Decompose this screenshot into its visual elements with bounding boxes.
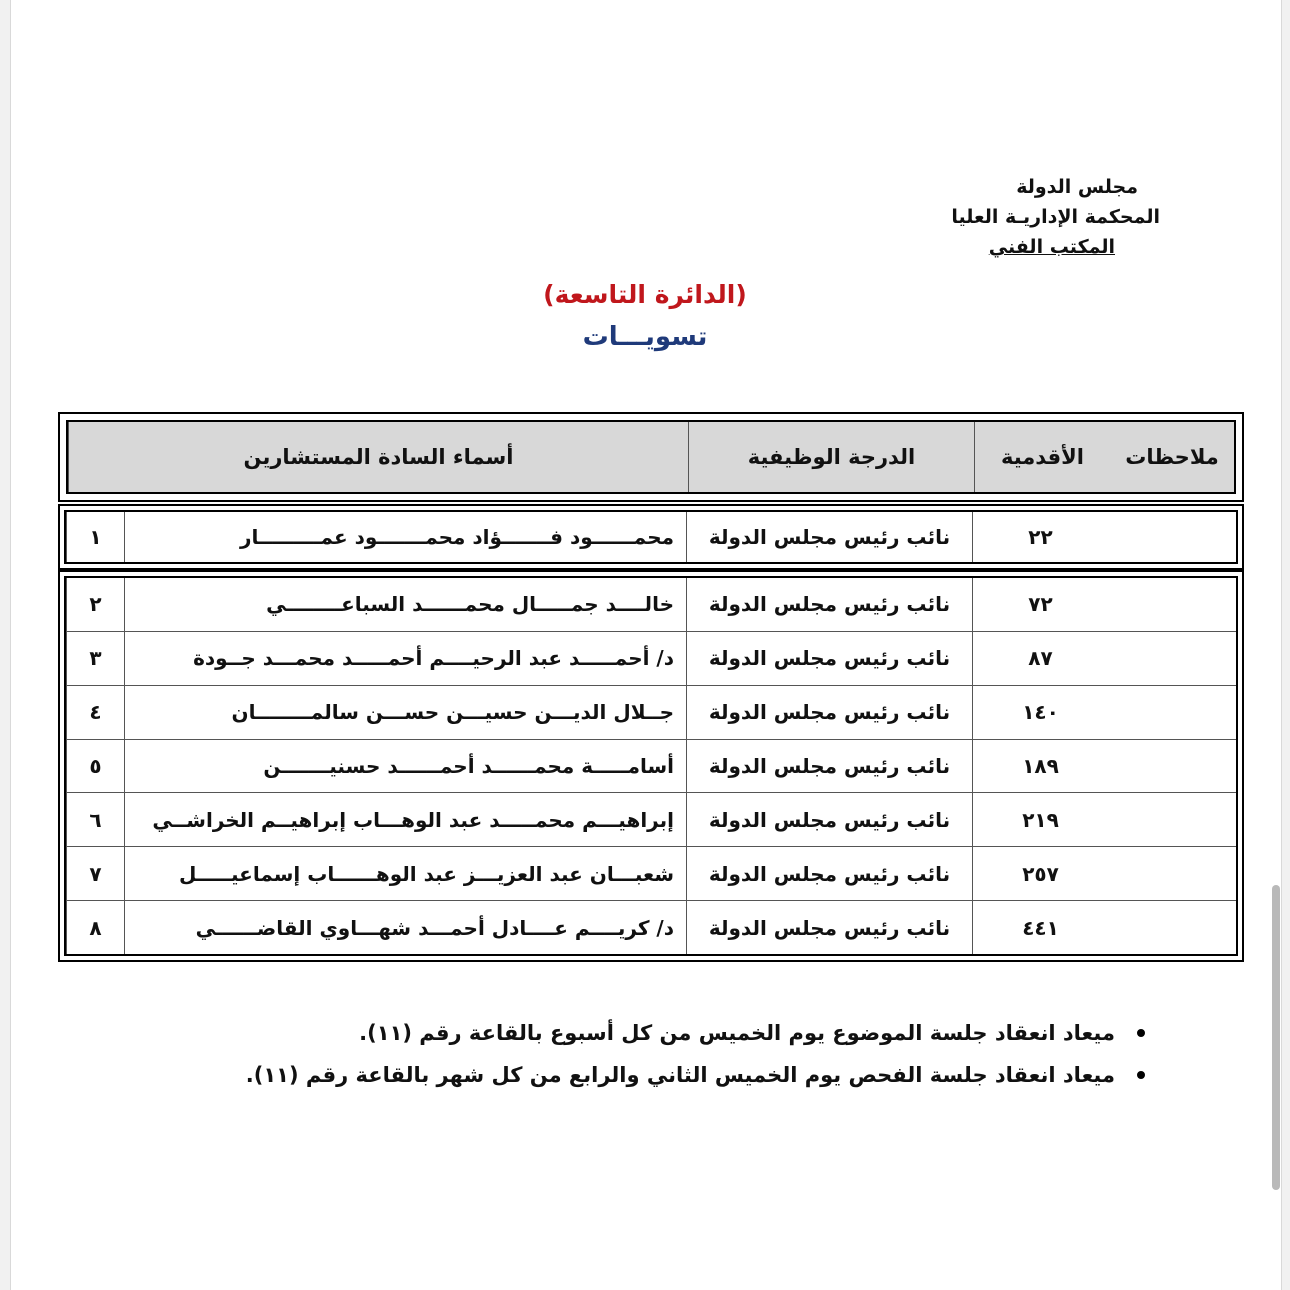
notes-cell [1108, 847, 1236, 900]
column-header-grade: الدرجة الوظيفية [688, 422, 974, 492]
seniority-number: ٢٥٧ [972, 847, 1108, 900]
bullet-icon [1137, 1029, 1145, 1037]
counselor-name: د/ أحمـــــد عبد الرحيــــم أحمـــــد محمـــد جــودة [124, 632, 686, 685]
notes-cell [1108, 632, 1236, 685]
column-header-seniority: الأقدمية [974, 422, 1110, 492]
counselor-name: د/ كريــــم عــــادل أحمـــد شهـــاوي القاضــــــي [124, 901, 686, 954]
table-header [58, 412, 1244, 502]
job-grade: نائب رئيس مجلس الدولة [686, 793, 972, 846]
table-row [66, 578, 1236, 632]
row-number: ٥ [66, 740, 124, 793]
seniority-number: ٢١٩ [972, 793, 1108, 846]
table-row [66, 686, 1236, 740]
job-grade: نائب رئيس مجلس الدولة [686, 632, 972, 685]
row-number: ٦ [66, 793, 124, 846]
organization-header [860, 172, 1160, 262]
notes-cell [1108, 901, 1236, 954]
note-text: ميعاد انعقاد جلسة الموضوع يوم الخميس من كل أسبوع بالقاعة رقم (١١). [359, 1021, 1115, 1045]
column-header-names: أسماء السادة المستشارين [68, 422, 688, 492]
org-name: مجلس الدولة [1016, 176, 1138, 198]
vertical-scrollbar[interactable] [1272, 885, 1280, 1190]
counselor-name: جــلال الديـــن حسيـــن حســـن سالمــــــــان [124, 686, 686, 739]
counselor-name: إبراهيـــم محمـــــد عبد الوهـــاب إبراهيــم الخراشــي [124, 793, 686, 846]
seniority-number: ١٨٩ [972, 740, 1108, 793]
seniority-number: ٧٢ [972, 578, 1108, 631]
notes-cell [1108, 686, 1236, 739]
court-name: المحكمة الإداريـة العليا [951, 206, 1160, 228]
counselor-name: شعبـــان عبد العزيـــز عبد الوهــــــاب إسماعيـــــل [124, 847, 686, 900]
table-row [66, 512, 1236, 562]
job-grade: نائب رئيس مجلس الدولة [686, 847, 972, 900]
row-number: ٣ [66, 632, 124, 685]
note-item [246, 1012, 1145, 1054]
job-grade: نائب رئيس مجلس الدولة [686, 740, 972, 793]
notes-cell [1108, 793, 1236, 846]
office-name: المكتب الفني [988, 236, 1115, 258]
table-row [66, 793, 1236, 847]
note-text: ميعاد انعقاد جلسة الفحص يوم الخميس الثاني والرابع من كل شهر بالقاعة رقم (١١). [245, 1063, 1115, 1087]
document-subtitle: تسويـــات [582, 322, 708, 352]
seniority-number: ١٤٠ [972, 686, 1108, 739]
seniority-number: ٤٤١ [972, 901, 1108, 954]
row-number: ١ [66, 512, 124, 562]
table-row [66, 847, 1236, 901]
table-row [66, 740, 1236, 794]
row-number: ٤ [66, 686, 124, 739]
row-number: ٧ [66, 847, 124, 900]
counselor-name: محمــــــود فـــــــؤاد محمـــــــود عمـــــــــار [124, 512, 686, 562]
counselor-name: أسامـــــة محمــــــد أحمــــــد حسنيـــــــن [124, 740, 686, 793]
table-group-first [58, 504, 1244, 570]
row-number: ٨ [66, 901, 124, 954]
counselor-name: خالــــد جمـــــال محمــــــد السباعــــــــي [124, 578, 686, 631]
note-item [246, 1054, 1145, 1096]
job-grade: نائب رئيس مجلس الدولة [686, 901, 972, 954]
table-row [66, 632, 1236, 686]
table-group-rest [58, 570, 1244, 962]
seniority-number: ٨٧ [972, 632, 1108, 685]
circuit-title: (الدائرة التاسعة) [543, 280, 747, 309]
notes-cell [1108, 512, 1236, 562]
job-grade: نائب رئيس مجلس الدولة [686, 578, 972, 631]
column-header-notes: ملاحظات [1125, 445, 1219, 469]
job-grade: نائب رئيس مجلس الدولة [686, 686, 972, 739]
notes-cell [1108, 740, 1236, 793]
session-notes [246, 1012, 1145, 1096]
seniority-number: ٢٢ [972, 512, 1108, 562]
row-number: ٢ [66, 578, 124, 631]
table-row [66, 901, 1236, 954]
job-grade: نائب رئيس مجلس الدولة [686, 512, 972, 562]
bullet-icon [1137, 1071, 1145, 1079]
notes-cell [1108, 578, 1236, 631]
